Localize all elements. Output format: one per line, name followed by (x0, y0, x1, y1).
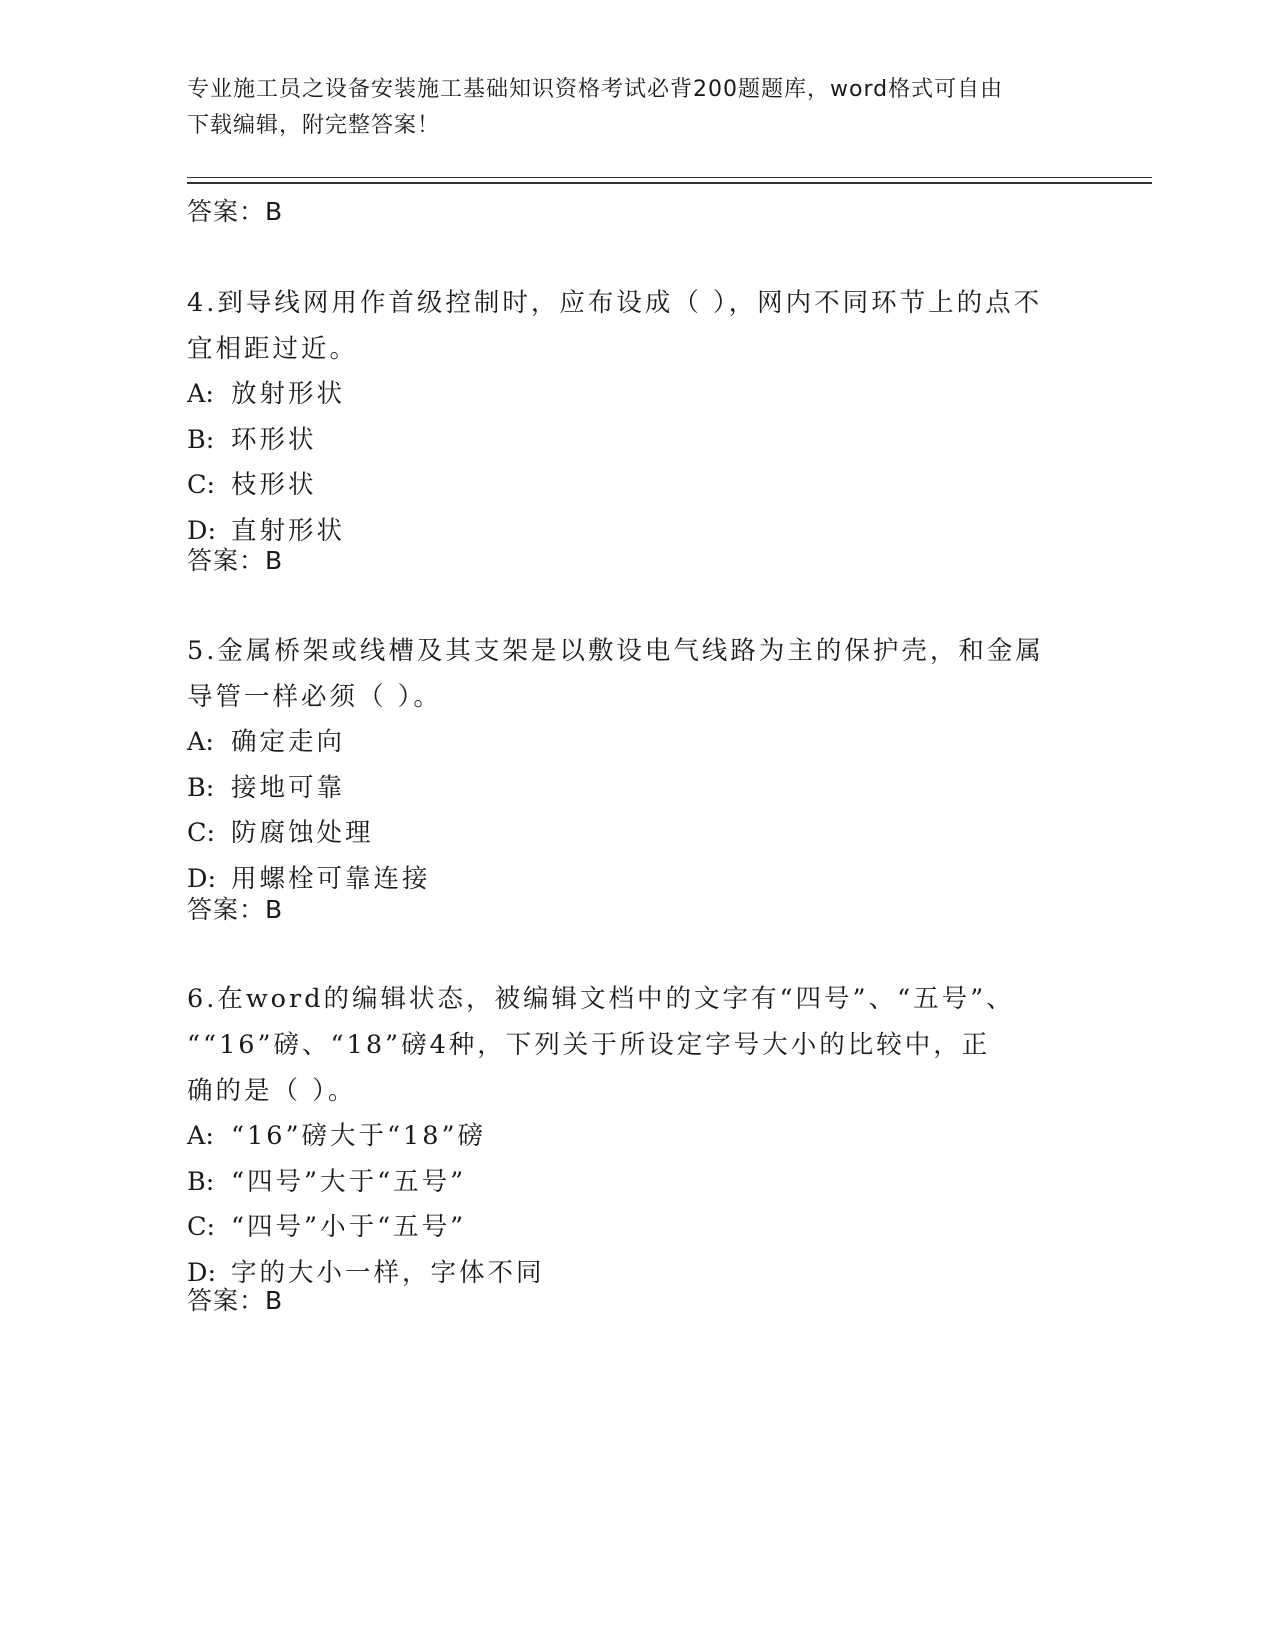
option-letter: C: (187, 470, 216, 500)
option-text: 防腐蚀处理 (231, 818, 374, 848)
question-6-option-c (187, 1205, 1087, 1251)
option-letter: A: (187, 727, 215, 757)
option-letter: D: (187, 515, 217, 546)
question-6-line-1: 6.在word的编辑状态，被编辑文档中的文字有“四号”、“五号”、 (187, 984, 1015, 1014)
option-letter: C: (187, 818, 216, 848)
answer-question-4: 答案：B (187, 546, 284, 575)
question-5-line-1: 5.金属桥架或线槽及其支架是以敷设电气线路为主的保护壳，和金属 (187, 636, 1044, 666)
question-4-option-d (187, 509, 1087, 555)
option-text: 用螺栓可靠连接 (231, 863, 431, 894)
option-text: 环形状 (231, 424, 317, 455)
question-4-line-1: 4.到导线网用作首级控制时，应布设成（ ），网内不同环节上的点不 (187, 288, 1043, 318)
question-6 (187, 976, 1087, 1296)
option-letter: B: (187, 1166, 215, 1197)
option-text: 枝形状 (231, 470, 317, 500)
question-4 (187, 280, 1087, 554)
question-5-line-2: 导管一样必须（ ）。 (187, 682, 442, 712)
question-5-option-c (187, 811, 1087, 857)
option-text: 确定走向 (231, 727, 346, 757)
option-text: 接地可靠 (231, 772, 346, 803)
question-6-option-a (187, 1114, 1087, 1160)
question-4-option-b (187, 418, 1087, 464)
option-letter: B: (187, 424, 215, 455)
option-letter: B: (187, 772, 215, 803)
question-6-option-b (187, 1160, 1087, 1206)
question-4-line-2: 宜相距过近。 (187, 334, 359, 364)
header-line-1: 专业施工员之设备安装施工基础知识资格考试必背200题题库，word格式可自由 (187, 77, 1004, 102)
question-5-option-b (187, 766, 1087, 812)
answer-previous: 答案：B (187, 197, 284, 226)
answer-question-6: 答案：B (187, 1286, 284, 1315)
option-text: “四号”小于“五号” (231, 1212, 467, 1242)
question-4-option-a (187, 372, 1087, 418)
option-text: “16”磅大于“18”磅 (231, 1121, 487, 1151)
option-text: 直射形状 (231, 515, 346, 546)
option-letter: A: (187, 1121, 215, 1151)
option-text: 字的大小一样，字体不同 (231, 1257, 545, 1288)
option-text: 放射形状 (231, 379, 346, 409)
question-6-line-3: 确的是（ ）。 (187, 1076, 357, 1106)
option-letter: D: (187, 1257, 217, 1288)
answer-question-5: 答案：B (187, 895, 284, 924)
header-divider-thick (187, 182, 1152, 184)
option-letter: C: (187, 1212, 216, 1242)
question-5-option-a (187, 720, 1087, 766)
header-divider-thin (187, 177, 1152, 178)
document-header (187, 72, 1087, 144)
question-6-option-d (187, 1251, 1087, 1297)
question-6-line-2: ““16”磅、“18”磅4种，下列关于所设定字号大小的比较中，正 (187, 1030, 991, 1060)
question-5-option-d (187, 857, 1087, 903)
question-4-option-c (187, 463, 1087, 509)
question-5 (187, 628, 1087, 902)
option-text: “四号”大于“五号” (231, 1166, 467, 1197)
option-letter: D: (187, 863, 217, 894)
header-line-2: 下载编辑，附完整答案！ (187, 113, 441, 138)
option-letter: A: (187, 379, 215, 409)
